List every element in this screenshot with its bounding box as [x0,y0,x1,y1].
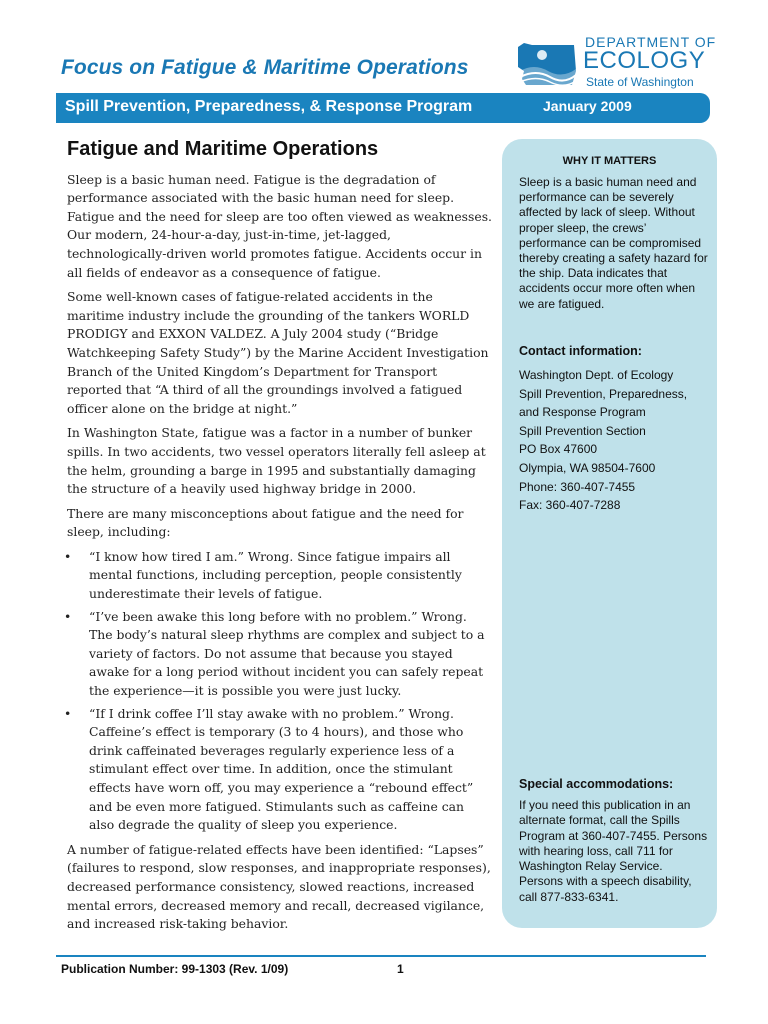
logo-state-text: State of Washington [586,75,694,89]
paragraph: A number of fatigue-related effects have been identified: “Lapses” (failures to respond, slow responses, and inappropriate responses), decreased performance consistency, slowed reactions, increased mental errors, decreased memory and recall, decreased vigilance, and increased risk-taking behavior. [67,841,491,932]
issue-date: January 2009 [543,98,632,114]
document-title: Focus on Fatigue & Maritime Operations [61,56,469,79]
contact-line: PO Box 47600 [519,442,598,457]
logo-department-text: DEPARTMENT OF [585,34,717,50]
paragraph: In Washington State, fatigue was a factor in a number of bunker spills. In two accidents, two vessel operators literally fell asleep at the helm, grounding a barge in 1995 and substantially damaging the structure of a heavily used highway bridge in 2000. [67,425,486,497]
bullet-icon: • [64,548,72,564]
misconceptions-list [64,548,493,835]
footer-divider [56,955,706,957]
why-it-matters-heading: WHY IT MATTERS [562,155,657,167]
contact-line: Washington Dept. of Ecology [519,368,674,382]
list-item-text: “I’ve been awake this long before with no problem.” Wrong. The body’s natural sleep rhythms are complex and subject to a variety of factors. Do not assume that because you stayed awake for a long period without incident you can safely repeat the experience—it is possible you were just lucky. [89,608,485,699]
contact-heading: Contact information: [519,344,642,358]
contact-line: Olympia, WA 98504-7600 [519,460,656,475]
paragraph: Some well-known cases of fatigue-related accidents in the maritime industry include the grounding of the tankers WORLD PRODIGY and EXXON VALDEZ. A July 2004 study (“Bridge Watchkeeping Safety Study”) by the Marine Accident Investigation Branch of the United Kingdom’s Department for Transport reported that “A third of all the groundings involved a fatigued officer alone on the bridge at night.” [67,289,489,416]
list-item [64,548,493,604]
contact-info [519,366,714,515]
program-banner [56,93,710,123]
contact-line: and Response Program [519,405,646,420]
sidebar [502,139,717,928]
contact-line: Spill Prevention Section [519,423,646,438]
page-number: 1 [397,962,404,976]
contact-line: Phone: 360-407-7455 [519,479,636,494]
bullet-icon: • [64,705,72,721]
bullet-icon: • [64,608,72,624]
why-it-matters-text: Sleep is a basic human need and performance can be severely affected by lack of sleep. Without proper sleep, the crews’ performance can be compromised thereby creating a safety hazard for the ship. Data indicates that accidents occur more often when we are fatigued. [519,175,708,311]
program-name: Spill Prevention, Preparedness, & Response Program [65,98,473,115]
publication-number: Publication Number: 99-1303 (Rev. 1/09) [61,962,289,976]
special-accommodations-text: If you need this publication in an alternate format, call the Spills Program at 360-407-7455. Persons with hearing loss, call 711 for Washington Relay Service. Persons with a speech disability, call 877-833-6341. [519,798,708,904]
washington-map-icon [514,41,580,89]
article-heading: Fatigue and Maritime Operations [67,138,379,160]
logo-ecology-text: ECOLOGY [583,47,706,74]
list-item-text: “I know how tired I am.” Wrong. Since fatigue impairs all mental functions, including perception, people consistently underestimate their levels of fatigue. [89,548,462,602]
list-item [64,608,493,701]
contact-line: Fax: 360-407-7288 [519,498,621,513]
list-item [64,705,493,835]
list-item-text: “If I drink coffee I’ll stay awake with no problem.” Wrong. Caffeine’s effect is temporary (3 to 4 hours), and those who drink caffeinated beverages regularly experience less of a stimulant effect over time. In addition, once the stimulant effects have worn off, you may experience a “rebound effect” and be even more fatigued. Stimulants such as caffeine can also degrade the quality of sleep you experience. [89,705,474,833]
special-accommodations-heading: Special accommodations: [519,777,674,791]
article-body [64,138,493,940]
paragraph: There are many misconceptions about fatigue and the need for sleep, including: [67,505,464,540]
paragraph: Sleep is a basic human need. Fatigue is the degradation of performance associated with the basic human need for sleep. Fatigue and the need for sleep are too often viewed as weaknesses. Our modern, 24-hour-a-day, just-in-time, jet-lagged, technologically-driven world promotes fatigue. Accidents occur in all fields of endeavor as a consequence of fatigue. [67,171,492,280]
contact-line: Spill Prevention, Preparedness, [519,386,688,401]
ecology-logo [514,31,717,91]
